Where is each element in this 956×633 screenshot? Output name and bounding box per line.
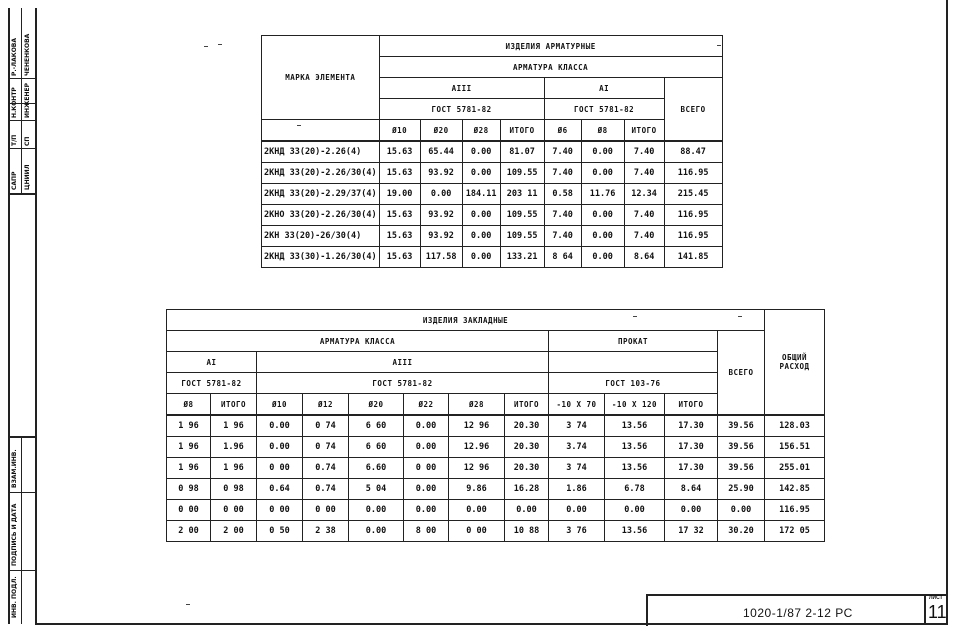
value-cell: 2 00 bbox=[167, 521, 211, 542]
sidebar-label: Т/П bbox=[11, 134, 18, 146]
total-header: ВСЕГО bbox=[664, 78, 722, 142]
value-cell: 5 04 bbox=[349, 479, 404, 500]
document-code: 1020-1/87 2-12 РС bbox=[743, 606, 853, 620]
value-cell: 3.74 bbox=[549, 437, 605, 458]
scan-speck bbox=[738, 316, 742, 317]
value-cell: 12.96 bbox=[449, 437, 505, 458]
table-subtitle: АРМАТУРА КЛАССА bbox=[167, 331, 549, 352]
frame-right-border bbox=[946, 0, 948, 625]
value-cell: 0 74 bbox=[303, 437, 349, 458]
value-cell: 16.28 bbox=[505, 479, 549, 500]
value-cell: 17.30 bbox=[665, 458, 718, 479]
overall-header-line: ОБЩИЙ bbox=[781, 353, 808, 362]
reinforcement-table bbox=[261, 35, 723, 268]
column-header: Ø28 bbox=[462, 120, 500, 142]
value-cell: 15.63 bbox=[379, 141, 420, 163]
value-cell: 6 60 bbox=[349, 437, 404, 458]
column-header: Ø10 bbox=[257, 394, 303, 416]
value-cell: 0.00 bbox=[349, 521, 404, 542]
scan-speck bbox=[204, 46, 208, 47]
element-mark-cell: 2КН 33(20)-26/30(4) bbox=[262, 226, 380, 247]
table-title: ИЗДЕЛИЯ АРМАТУРНЫЕ bbox=[379, 36, 722, 57]
element-mark-cell: 2КНД 33(20)-2.26(4) bbox=[262, 141, 380, 163]
table-row bbox=[262, 141, 723, 163]
table-row bbox=[262, 184, 723, 205]
value-cell: 0 00 bbox=[257, 458, 303, 479]
class-header: АIII bbox=[379, 78, 544, 99]
value-cell: 133.21 bbox=[500, 247, 544, 268]
scan-speck bbox=[633, 316, 637, 317]
table-row bbox=[167, 458, 825, 479]
empty-cell bbox=[549, 352, 718, 373]
value-cell: 0 74 bbox=[303, 415, 349, 437]
table-row bbox=[167, 479, 825, 500]
value-cell: 0 50 bbox=[257, 521, 303, 542]
gost-header: ГОСТ 5781-82 bbox=[167, 373, 257, 394]
value-cell: 1.96 bbox=[211, 437, 257, 458]
gost-header: ГОСТ 5781-82 bbox=[257, 373, 549, 394]
value-cell: 0.00 bbox=[404, 500, 449, 521]
value-cell: 39.56 bbox=[718, 415, 765, 437]
element-mark-cell: 2КНД 33(20)-2.26/30(4) bbox=[262, 163, 380, 184]
value-cell: 0.00 bbox=[404, 437, 449, 458]
value-cell: 0.00 bbox=[549, 500, 605, 521]
value-cell: 0.00 bbox=[581, 247, 624, 268]
gost-header: ГОСТ 5781-82 bbox=[544, 99, 664, 120]
value-cell: 0.00 bbox=[404, 479, 449, 500]
sidebar-label: ЧЕНЕНКОВА bbox=[24, 33, 31, 76]
sidebar-label: ПОДПИСЬ И ДАТА bbox=[11, 503, 18, 566]
value-cell: 7.40 bbox=[544, 141, 581, 163]
value-cell: 109.55 bbox=[500, 226, 544, 247]
column-header: Ø8 bbox=[167, 394, 211, 416]
value-cell: 9.86 bbox=[449, 479, 505, 500]
sheet-label: ЛИСТ bbox=[929, 595, 943, 601]
table-row bbox=[167, 437, 825, 458]
value-cell: 1 96 bbox=[167, 458, 211, 479]
sheet-number: 11 bbox=[928, 602, 947, 622]
sheet-box bbox=[924, 594, 950, 624]
value-cell: 17.30 bbox=[665, 415, 718, 437]
column-header: ИТОГО bbox=[500, 120, 544, 142]
value-cell: 0.00 bbox=[581, 226, 624, 247]
value-cell: 7.40 bbox=[624, 205, 664, 226]
value-cell: 109.55 bbox=[500, 205, 544, 226]
value-cell: 39.56 bbox=[718, 458, 765, 479]
value-cell: 93.92 bbox=[420, 205, 462, 226]
column-header: Ø22 bbox=[404, 394, 449, 416]
value-cell: 0.00 bbox=[404, 415, 449, 437]
value-cell: 7.40 bbox=[544, 226, 581, 247]
column-header: ИТОГО bbox=[624, 120, 664, 142]
column-header: Ø20 bbox=[420, 120, 462, 142]
value-cell: 184.11 bbox=[462, 184, 500, 205]
value-cell: 17 32 bbox=[665, 521, 718, 542]
value-cell: 1 96 bbox=[211, 415, 257, 437]
value-cell: 15.63 bbox=[379, 247, 420, 268]
column-header: ИТОГО bbox=[665, 394, 718, 416]
value-cell: 0.00 bbox=[462, 205, 500, 226]
column-header: Ø28 bbox=[449, 394, 505, 416]
prokat-header: ПРОКАТ bbox=[549, 331, 718, 352]
value-cell: 13.56 bbox=[605, 458, 665, 479]
column-header: -10 Х 70 bbox=[549, 394, 605, 416]
value-cell: 109.55 bbox=[500, 163, 544, 184]
value-cell: 0.58 bbox=[544, 184, 581, 205]
value-cell: 116.95 bbox=[664, 163, 722, 184]
total-header: ВСЕГО bbox=[718, 331, 765, 416]
value-cell: 88.47 bbox=[664, 141, 722, 163]
value-cell: 0 98 bbox=[167, 479, 211, 500]
value-cell: 0.00 bbox=[462, 247, 500, 268]
value-cell: 156.51 bbox=[765, 437, 825, 458]
value-cell: 0 00 bbox=[257, 500, 303, 521]
value-cell: 81.07 bbox=[500, 141, 544, 163]
overall-header-line: РАСХОД bbox=[779, 362, 810, 371]
value-cell: 0 00 bbox=[211, 500, 257, 521]
value-cell: 0.00 bbox=[420, 184, 462, 205]
value-cell: 13.56 bbox=[605, 415, 665, 437]
table-row bbox=[262, 205, 723, 226]
value-cell: 19.00 bbox=[379, 184, 420, 205]
value-cell: 7.40 bbox=[544, 163, 581, 184]
value-cell: 3 76 bbox=[549, 521, 605, 542]
value-cell: 15.63 bbox=[379, 205, 420, 226]
class-header: АI bbox=[167, 352, 257, 373]
value-cell: 0.00 bbox=[718, 500, 765, 521]
sidebar-label: САПР bbox=[11, 171, 18, 190]
class-header: АI bbox=[544, 78, 664, 99]
value-cell: 20.30 bbox=[505, 437, 549, 458]
overall-header bbox=[765, 310, 825, 416]
table-row bbox=[262, 226, 723, 247]
sidebar-label: Р.-ЛАКОВА bbox=[11, 37, 18, 76]
sidebar-label: СП bbox=[24, 136, 31, 146]
value-cell: 25.90 bbox=[718, 479, 765, 500]
value-cell: 203 11 bbox=[500, 184, 544, 205]
scan-speck bbox=[186, 604, 190, 605]
value-cell: 20.30 bbox=[505, 415, 549, 437]
scan-speck bbox=[717, 45, 721, 46]
gost-header: ГОСТ 5781-82 bbox=[379, 99, 544, 120]
value-cell: 8 00 bbox=[404, 521, 449, 542]
value-cell: 116.95 bbox=[664, 226, 722, 247]
value-cell: 12.34 bbox=[624, 184, 664, 205]
value-cell: 0.00 bbox=[449, 500, 505, 521]
value-cell: 3 74 bbox=[549, 458, 605, 479]
value-cell: 10 88 bbox=[505, 521, 549, 542]
value-cell: 15.63 bbox=[379, 226, 420, 247]
scan-speck bbox=[218, 44, 222, 45]
value-cell: 11.76 bbox=[581, 184, 624, 205]
value-cell: 0.74 bbox=[303, 458, 349, 479]
value-cell: 0.64 bbox=[257, 479, 303, 500]
value-cell: 0.00 bbox=[349, 500, 404, 521]
value-cell: 0 00 bbox=[303, 500, 349, 521]
value-cell: 1 96 bbox=[167, 415, 211, 437]
value-cell: 117.58 bbox=[420, 247, 462, 268]
gost-header: ГОСТ 103-76 bbox=[549, 373, 718, 394]
column-header: Ø10 bbox=[379, 120, 420, 142]
embedded-items-table bbox=[166, 309, 825, 542]
column-header: Ø8 bbox=[581, 120, 624, 142]
value-cell: 7.40 bbox=[624, 141, 664, 163]
value-cell: 7.40 bbox=[624, 163, 664, 184]
value-cell: 0.00 bbox=[581, 205, 624, 226]
table-row bbox=[167, 500, 825, 521]
value-cell: 8.64 bbox=[624, 247, 664, 268]
value-cell: 3 74 bbox=[549, 415, 605, 437]
value-cell: 0.00 bbox=[665, 500, 718, 521]
element-mark-cell: 2КНД 33(30)-1.26/30(4) bbox=[262, 247, 380, 268]
value-cell: 0 00 bbox=[404, 458, 449, 479]
value-cell: 0.00 bbox=[462, 163, 500, 184]
value-cell: 65.44 bbox=[420, 141, 462, 163]
value-cell: 8 64 bbox=[544, 247, 581, 268]
value-cell: 30.20 bbox=[718, 521, 765, 542]
value-cell: 0.00 bbox=[605, 500, 665, 521]
mark-header: МАРКА ЭЛЕМЕНТА bbox=[262, 36, 380, 120]
column-header: Ø6 bbox=[544, 120, 581, 142]
value-cell: 93.92 bbox=[420, 163, 462, 184]
table-row bbox=[262, 163, 723, 184]
table-row bbox=[262, 247, 723, 268]
value-cell: 215.45 bbox=[664, 184, 722, 205]
value-cell: 1 96 bbox=[167, 437, 211, 458]
value-cell: 141.85 bbox=[664, 247, 722, 268]
scan-speck bbox=[297, 125, 301, 126]
sidebar-label: ИНЖЕНЕР bbox=[24, 82, 31, 118]
class-header: АIII bbox=[257, 352, 549, 373]
value-cell: 0.00 bbox=[257, 415, 303, 437]
sidebar-label: ЦНИИЛ bbox=[24, 164, 31, 190]
value-cell: 6 60 bbox=[349, 415, 404, 437]
value-cell: 0.00 bbox=[257, 437, 303, 458]
value-cell: 7.40 bbox=[544, 205, 581, 226]
value-cell: 0.00 bbox=[581, 141, 624, 163]
column-header: ИТОГО bbox=[505, 394, 549, 416]
value-cell: 0.00 bbox=[462, 141, 500, 163]
sidebar-label: ИНВ. ПОДЛ. bbox=[11, 576, 18, 618]
value-cell: 20.30 bbox=[505, 458, 549, 479]
value-cell: 1.86 bbox=[549, 479, 605, 500]
sidebar-label: Н.КОНТР bbox=[11, 87, 18, 118]
title-block bbox=[646, 594, 948, 626]
value-cell: 7.40 bbox=[624, 226, 664, 247]
value-cell: 2 38 bbox=[303, 521, 349, 542]
empty-cell bbox=[262, 120, 380, 142]
value-cell: 1 96 bbox=[211, 458, 257, 479]
value-cell: 0.00 bbox=[462, 226, 500, 247]
value-cell: 0 00 bbox=[167, 500, 211, 521]
value-cell: 116.95 bbox=[765, 500, 825, 521]
value-cell: 13.56 bbox=[605, 437, 665, 458]
value-cell: 2 00 bbox=[211, 521, 257, 542]
value-cell: 8.64 bbox=[665, 479, 718, 500]
value-cell: 6.78 bbox=[605, 479, 665, 500]
value-cell: 128.03 bbox=[765, 415, 825, 437]
table-title: ИЗДЕЛИЯ ЗАКЛАДНЫЕ bbox=[167, 310, 765, 331]
value-cell: 0.00 bbox=[505, 500, 549, 521]
value-cell: 39.56 bbox=[718, 437, 765, 458]
value-cell: 13.56 bbox=[605, 521, 665, 542]
value-cell: 0 98 bbox=[211, 479, 257, 500]
value-cell: 15.63 bbox=[379, 163, 420, 184]
value-cell: 12 96 bbox=[449, 415, 505, 437]
table-row bbox=[167, 521, 825, 542]
value-cell: 255.01 bbox=[765, 458, 825, 479]
element-mark-cell: 2КНО 33(20)-2.26/30(4) bbox=[262, 205, 380, 226]
value-cell: 93.92 bbox=[420, 226, 462, 247]
table-subtitle: АРМАТУРА КЛАССА bbox=[379, 57, 722, 78]
value-cell: 12 96 bbox=[449, 458, 505, 479]
column-header: Ø12 bbox=[303, 394, 349, 416]
value-cell: 0.74 bbox=[303, 479, 349, 500]
value-cell: 0 00 bbox=[449, 521, 505, 542]
value-cell: 142.85 bbox=[765, 479, 825, 500]
value-cell: 172 05 bbox=[765, 521, 825, 542]
column-header: -10 Х 120 bbox=[605, 394, 665, 416]
element-mark-cell: 2КНД 33(20)-2.29/37(4) bbox=[262, 184, 380, 205]
column-header: ИТОГО bbox=[211, 394, 257, 416]
table-row bbox=[167, 415, 825, 437]
value-cell: 116.95 bbox=[664, 205, 722, 226]
frame-left-border bbox=[35, 8, 37, 624]
value-cell: 0.00 bbox=[581, 163, 624, 184]
value-cell: 6.60 bbox=[349, 458, 404, 479]
sidebar-label: ВЗАМ.ИНВ. bbox=[11, 449, 18, 488]
column-header: Ø20 bbox=[349, 394, 404, 416]
value-cell: 17.30 bbox=[665, 437, 718, 458]
